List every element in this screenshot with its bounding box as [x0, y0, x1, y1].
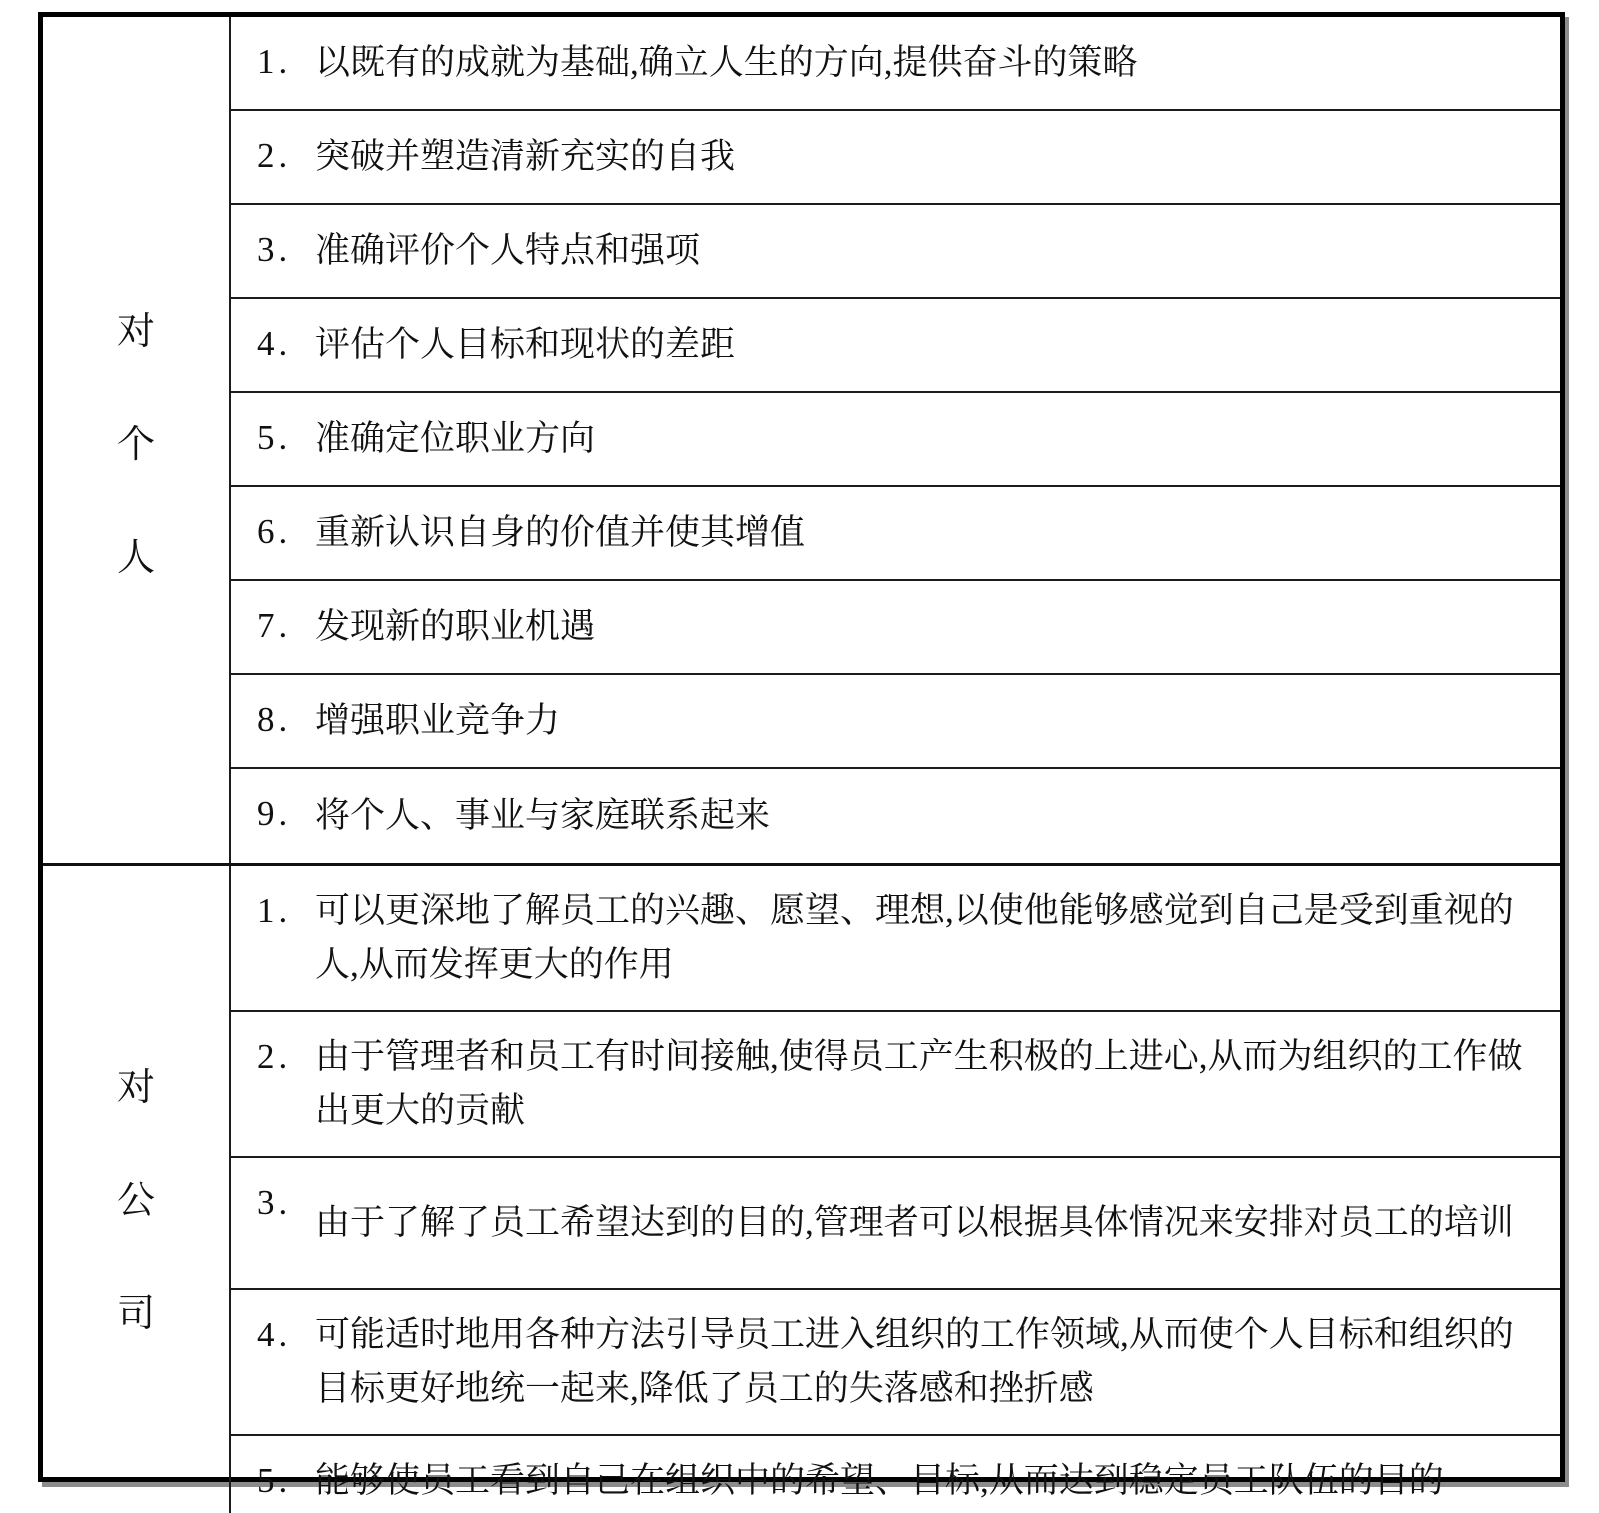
item-number: 9.: [257, 794, 292, 833]
item-text: 突破并塑造清新充实的自我: [315, 137, 736, 176]
item-number: 5.: [257, 418, 292, 457]
item-text: 增强职业竞争力: [315, 701, 561, 740]
item-text: 发现新的职业机遇: [315, 607, 596, 646]
item-number: 4.: [257, 1315, 292, 1354]
item-text: 将个人、事业与家庭联系起来: [315, 796, 771, 835]
category-char: 司: [116, 1292, 155, 1335]
benefit-item: [231, 769, 1560, 863]
section-individual: [43, 17, 1560, 866]
category-char: 公: [116, 1179, 155, 1222]
item-number: 7.: [257, 606, 292, 645]
item-text: 由于了解了员工希望达到的目的,管理者可以根据具体情况来安排对员工的培训: [315, 1203, 1514, 1242]
section-company: [43, 866, 1560, 1513]
category-cell-company: [43, 866, 231, 1513]
item-number: 4.: [257, 324, 292, 363]
item-text: 可以更深地了解员工的兴趣、愿望、理想,以使他能够感觉到自己是受到重视的人,从而发挥更大的作用: [315, 891, 1514, 984]
item-number: 3.: [257, 230, 292, 269]
category-char: 个: [116, 423, 155, 466]
item-number: 3.: [257, 1183, 292, 1222]
item-text: 准确评价个人特点和强项: [315, 231, 701, 270]
item-text: 以既有的成就为基础,确立人生的方向,提供奋斗的策略: [315, 43, 1138, 82]
benefit-item: [231, 675, 1560, 769]
benefit-item: [231, 1436, 1560, 1513]
benefit-item: [231, 866, 1560, 1012]
benefit-item: [231, 1012, 1560, 1158]
benefit-item: [231, 487, 1560, 581]
item-text: 准确定位职业方向: [315, 419, 596, 458]
benefit-item: [231, 17, 1560, 111]
item-text: 重新认识自身的价值并使其增值: [315, 513, 806, 552]
benefit-item: [231, 581, 1560, 675]
item-number: 6.: [257, 512, 292, 551]
benefit-item: [231, 1290, 1560, 1436]
items-cell-company: [231, 866, 1560, 1513]
category-cell-individual: [43, 17, 231, 863]
item-text: 评估个人目标和现状的差距: [315, 325, 736, 364]
items-cell-individual: [231, 17, 1560, 863]
category-char: 人: [116, 536, 155, 579]
benefit-item: [231, 1158, 1560, 1290]
benefit-item: [231, 299, 1560, 393]
category-char: 对: [116, 310, 155, 353]
benefits-table: [38, 12, 1565, 1500]
category-char: 对: [116, 1066, 155, 1109]
benefit-item: [231, 205, 1560, 299]
item-text: 可能适时地用各种方法引导员工进入组织的工作领域,从而使个人目标和组织的目标更好地统一起来,降低了员工的失落感和挫折感: [315, 1315, 1514, 1408]
item-number: 2.: [257, 1037, 292, 1076]
item-text: 能够使员工看到自己在组织中的希望、目标,从而达到稳定员工队伍的目的: [315, 1461, 1444, 1500]
item-number: 8.: [257, 700, 292, 739]
item-number: 5.: [257, 1461, 292, 1500]
benefit-item: [231, 393, 1560, 487]
item-number: 2.: [257, 136, 292, 175]
item-text: 由于管理者和员工有时间接触,使得员工产生积极的上进心,从而为组织的工作做出更大的贡献: [315, 1037, 1523, 1130]
item-number: 1.: [257, 891, 292, 930]
item-number: 1.: [257, 42, 292, 81]
benefit-item: [231, 111, 1560, 205]
